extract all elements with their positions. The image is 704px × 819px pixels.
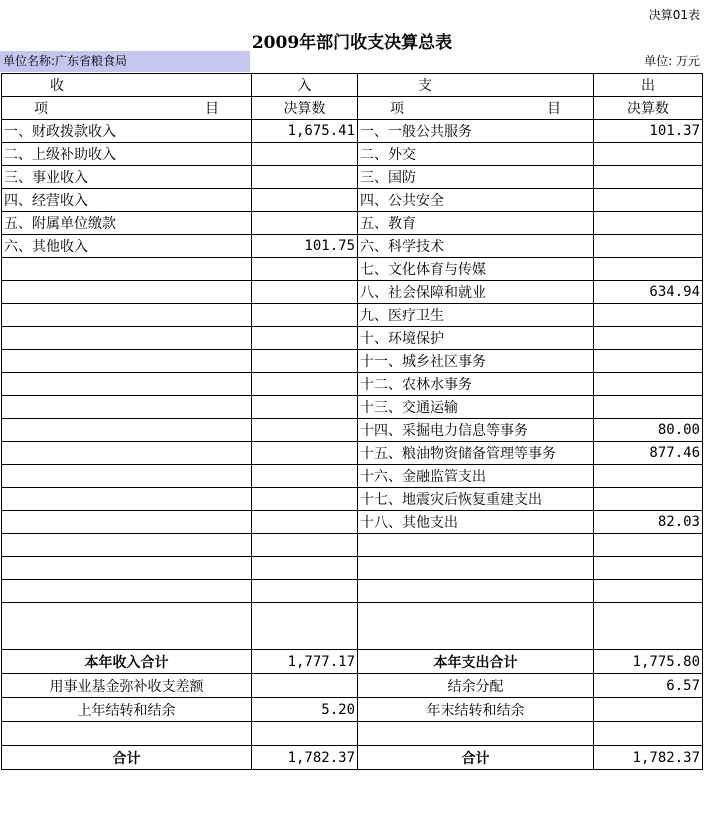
income-amount bbox=[252, 281, 358, 304]
expense-item: 一、一般公共服务 bbox=[358, 120, 594, 143]
table-row bbox=[2, 281, 703, 304]
table-row bbox=[2, 373, 703, 396]
income-item bbox=[2, 396, 252, 419]
expense-item: 十六、金融监管支出 bbox=[358, 465, 594, 488]
expense-amount bbox=[594, 488, 703, 511]
income-amount bbox=[252, 143, 358, 166]
expense-item bbox=[358, 603, 594, 650]
table-row bbox=[2, 235, 703, 258]
budget-table bbox=[1, 73, 703, 770]
expense-amount bbox=[594, 534, 703, 557]
summary-row bbox=[2, 674, 703, 698]
expense-item: 十、环境保护 bbox=[358, 327, 594, 350]
expense-item bbox=[358, 557, 594, 580]
summary-expense-label: 结余分配 bbox=[358, 674, 594, 698]
table-row bbox=[2, 327, 703, 350]
expense-amount: 80.00 bbox=[594, 419, 703, 442]
income-item bbox=[2, 511, 252, 534]
expense-amount bbox=[594, 189, 703, 212]
summary-income-amount: 1,777.17 bbox=[252, 650, 358, 674]
income-amount bbox=[252, 304, 358, 327]
income-item bbox=[2, 327, 252, 350]
table-row bbox=[2, 350, 703, 373]
income-amount bbox=[252, 557, 358, 580]
table-row bbox=[2, 120, 703, 143]
income-item bbox=[2, 373, 252, 396]
expense-amount: 877.46 bbox=[594, 442, 703, 465]
summary-row bbox=[2, 722, 703, 746]
unit-name: 单位名称:广东省粮食局 bbox=[0, 51, 250, 72]
summary-expense-label bbox=[358, 722, 594, 746]
expense-item: 七、文化体育与传媒 bbox=[358, 258, 594, 281]
income-amount bbox=[252, 603, 358, 650]
summary-expense-label: 本年支出合计 bbox=[358, 650, 594, 674]
page-title: 2009年部门收支决算总表 bbox=[251, 33, 453, 53]
income-amount bbox=[252, 396, 358, 419]
expense-item: 十五、粮油物资储备管理等事务 bbox=[358, 442, 594, 465]
expense-amount bbox=[594, 603, 703, 650]
income-amount: 101.75 bbox=[252, 235, 358, 258]
income-amount bbox=[252, 511, 358, 534]
table-row bbox=[2, 189, 703, 212]
income-amount bbox=[252, 488, 358, 511]
expense-item: 四、公共安全 bbox=[358, 189, 594, 212]
table-row bbox=[2, 557, 703, 580]
table-row bbox=[2, 304, 703, 327]
income-item: 一、财政拨款收入 bbox=[2, 120, 252, 143]
summary-expense-amount bbox=[594, 698, 703, 722]
summary-income-label: 上年结转和结余 bbox=[2, 698, 252, 722]
summary-income-amount: 1,782.37 bbox=[252, 746, 358, 770]
income-item: 五、附属单位缴款 bbox=[2, 212, 252, 235]
summary-expense-amount: 1,782.37 bbox=[594, 746, 703, 770]
header-row-2 bbox=[2, 97, 703, 120]
expense-amount bbox=[594, 166, 703, 189]
expense-item: 二、外交 bbox=[358, 143, 594, 166]
expense-header-right: 出 bbox=[594, 74, 703, 97]
summary-expense-label: 年末结转和结余 bbox=[358, 698, 594, 722]
summary-expense-amount: 6.57 bbox=[594, 674, 703, 698]
income-item bbox=[2, 442, 252, 465]
expense-item: 六、科学技术 bbox=[358, 235, 594, 258]
income-item: 四、经营收入 bbox=[2, 189, 252, 212]
expense-amount bbox=[594, 235, 703, 258]
expense-amount bbox=[594, 396, 703, 419]
header-row-1 bbox=[2, 74, 703, 97]
income-amount bbox=[252, 465, 358, 488]
summary-expense-amount bbox=[594, 722, 703, 746]
income-item bbox=[2, 419, 252, 442]
summary-row bbox=[2, 746, 703, 770]
income-amount bbox=[252, 350, 358, 373]
income-amount bbox=[252, 189, 358, 212]
expense-item: 十四、采掘电力信息等事务 bbox=[358, 419, 594, 442]
expense-amount: 101.37 bbox=[594, 120, 703, 143]
table-row bbox=[2, 580, 703, 603]
income-amount-header: 决算数 bbox=[252, 97, 358, 120]
summary-income-label: 本年收入合计 bbox=[2, 650, 252, 674]
expense-amount bbox=[594, 557, 703, 580]
table-row bbox=[2, 419, 703, 442]
income-amount: 1,675.41 bbox=[252, 120, 358, 143]
table-row bbox=[2, 143, 703, 166]
table-row bbox=[2, 212, 703, 235]
income-amount bbox=[252, 258, 358, 281]
summary-expense-amount: 1,775.80 bbox=[594, 650, 703, 674]
table-row bbox=[2, 442, 703, 465]
table-row bbox=[2, 511, 703, 534]
expense-item: 十三、交通运输 bbox=[358, 396, 594, 419]
currency-unit: 单位: 万元 bbox=[644, 54, 700, 68]
income-amount bbox=[252, 419, 358, 442]
income-amount bbox=[252, 166, 358, 189]
income-item bbox=[2, 304, 252, 327]
table-row bbox=[2, 258, 703, 281]
income-item bbox=[2, 580, 252, 603]
expense-item bbox=[358, 580, 594, 603]
expense-item: 十七、地震灾后恢复重建支出 bbox=[358, 488, 594, 511]
table-row bbox=[2, 488, 703, 511]
summary-expense-label: 合计 bbox=[358, 746, 594, 770]
summary-income-label: 合计 bbox=[2, 746, 252, 770]
expense-amount bbox=[594, 143, 703, 166]
expense-amount bbox=[594, 258, 703, 281]
expense-amount bbox=[594, 327, 703, 350]
expense-item: 三、国防 bbox=[358, 166, 594, 189]
income-header-left: 收 bbox=[2, 74, 252, 97]
income-item-header: 项 目 bbox=[2, 97, 252, 120]
expense-item: 九、医疗卫生 bbox=[358, 304, 594, 327]
income-header-right: 入 bbox=[252, 74, 358, 97]
income-amount bbox=[252, 212, 358, 235]
expense-amount bbox=[594, 304, 703, 327]
income-amount bbox=[252, 534, 358, 557]
expense-item bbox=[358, 534, 594, 557]
expense-item: 十二、农林水事务 bbox=[358, 373, 594, 396]
expense-amount bbox=[594, 212, 703, 235]
summary-income-amount: 5.20 bbox=[252, 698, 358, 722]
income-item bbox=[2, 350, 252, 373]
table-row bbox=[2, 166, 703, 189]
income-item bbox=[2, 534, 252, 557]
expense-item: 五、教育 bbox=[358, 212, 594, 235]
expense-header-left: 支 bbox=[358, 74, 594, 97]
expense-item-header: 项 目 bbox=[358, 97, 594, 120]
expense-amount bbox=[594, 350, 703, 373]
income-item: 三、事业收入 bbox=[2, 166, 252, 189]
income-item: 二、上级补助收入 bbox=[2, 143, 252, 166]
summary-income-label: 用事业基金弥补收支差额 bbox=[2, 674, 252, 698]
summary-income-amount bbox=[252, 722, 358, 746]
summary-income-label bbox=[2, 722, 252, 746]
income-item bbox=[2, 258, 252, 281]
income-amount bbox=[252, 442, 358, 465]
income-item bbox=[2, 465, 252, 488]
income-item bbox=[2, 488, 252, 511]
income-amount bbox=[252, 580, 358, 603]
summary-income-amount bbox=[252, 674, 358, 698]
expense-amount: 634.94 bbox=[594, 281, 703, 304]
expense-amount bbox=[594, 373, 703, 396]
income-item bbox=[2, 603, 252, 650]
summary-row bbox=[2, 650, 703, 674]
unit-row bbox=[0, 51, 704, 72]
table-row bbox=[2, 603, 703, 650]
expense-amount bbox=[594, 580, 703, 603]
expense-item: 十八、其他支出 bbox=[358, 511, 594, 534]
form-number: 决算01表 bbox=[648, 8, 700, 22]
summary-row bbox=[2, 698, 703, 722]
income-item bbox=[2, 557, 252, 580]
table-row bbox=[2, 465, 703, 488]
income-item bbox=[2, 281, 252, 304]
expense-item: 八、社会保障和就业 bbox=[358, 281, 594, 304]
income-item: 六、其他收入 bbox=[2, 235, 252, 258]
expense-amount bbox=[594, 465, 703, 488]
expense-amount: 82.03 bbox=[594, 511, 703, 534]
expense-item: 十一、城乡社区事务 bbox=[358, 350, 594, 373]
income-amount bbox=[252, 373, 358, 396]
table-row bbox=[2, 534, 703, 557]
income-amount bbox=[252, 327, 358, 350]
expense-amount-header: 决算数 bbox=[594, 97, 703, 120]
table-row bbox=[2, 396, 703, 419]
